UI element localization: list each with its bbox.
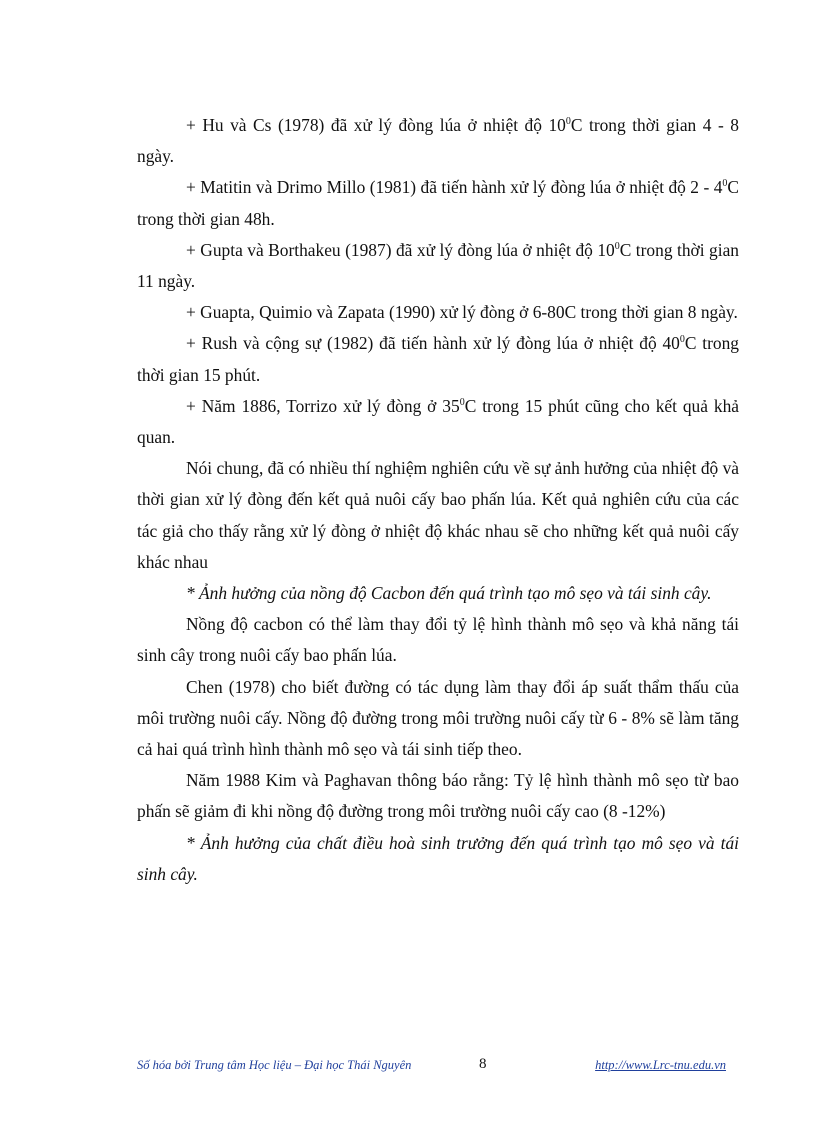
degree-superscript: 0	[679, 334, 685, 346]
degree-superscript: 0	[459, 396, 465, 408]
paragraph-text: C trong thời gian 48h.	[137, 177, 739, 229]
paragraph-text: + Matitin và Drimo Millo (1981) đã tiến hành xử lý đòng lúa ở nhiệt độ 2 - 4	[186, 177, 723, 198]
footer-url-link[interactable]: http://www.Lrc-tnu.edu.vn	[595, 1058, 726, 1072]
degree-superscript: 0	[565, 116, 571, 127]
body-paragraph	[137, 110, 739, 172]
paragraph-text: + Guapta, Quimio và Zapata (1990) xử lý đòng ở 6-80C trong thời gian 8 ngày.	[186, 302, 738, 323]
body-paragraph	[137, 235, 739, 297]
paragraph-text: * Ảnh hưởng của chất điều hoà sinh trưởng đến quá trình tạo mô sẹo và tái sinh cây.	[137, 832, 739, 884]
paragraph-text: C trong thời gian 4 - 8 ngày.	[137, 115, 739, 167]
paragraph-text: C trong thời gian 11 ngày.	[137, 239, 739, 292]
page-footer	[137, 1058, 739, 1078]
document-body	[137, 110, 739, 890]
body-paragraph	[137, 297, 739, 328]
paragraph-text: C trong thời gian 15 phút.	[137, 333, 739, 385]
paragraph-text: Nồng độ cacbon có thể làm thay đổi tỷ lệ hình thành mô sẹo và khả năng tái sinh cây trong nuôi cấy bao phấn lúa.	[137, 614, 739, 666]
paragraph-text: + Gupta và Borthakeu (1987) đã xử lý đòng lúa ở nhiệt độ 10	[186, 239, 615, 260]
footer-source-text: Số hóa bởi Trung tâm Học liệu – Đại học Thái Nguyên	[137, 1058, 412, 1072]
paragraph-text: + Năm 1886, Torrizo xử lý đòng ở 35	[186, 395, 460, 416]
body-paragraph	[137, 328, 739, 390]
paragraph-text: Chen (1978) cho biết đường có tác dụng làm thay đổi áp suất thẩm thấu của môi trường nuôi cấy. Nồng độ đường trong môi trường nuôi cấy từ 6 - 8% sẽ làm tăng cả hai quá trình hình thành mô sẹo và tái sinh tiếp theo.	[137, 676, 739, 760]
degree-superscript: 0	[614, 240, 620, 252]
paragraph-text: + Rush và cộng sự (1982) đã tiến hành xử lý đòng lúa ở nhiệt độ 40	[186, 333, 680, 354]
degree-superscript: 0	[722, 178, 728, 190]
paragraph-text: C trong 15 phút cũng cho kết quả khả quan.	[137, 395, 739, 448]
paragraph-text: * Ảnh hưởng của nồng độ Cacbon đến quá trình tạo mô sẹo và tái sinh cây.	[186, 583, 712, 604]
paragraph-text: Nói chung, đã có nhiều thí nghiệm nghiên cứu về sự ảnh hưởng của nhiệt độ và thời gian xử lý đòng đến kết quả nuôi cấy bao phấn lúa. Kết quả nghiên cứu của các tác giả cho thấy rằng xử lý đòng ở nhiệt độ khác nhau sẽ cho những kết quả nuôi cấy khác nhau	[137, 458, 739, 572]
page-number: 8	[479, 1056, 487, 1072]
body-paragraph	[137, 609, 739, 671]
paragraph-text: Năm 1988 Kim và Paghavan thông báo rằng: Tỷ lệ hình thành mô sẹo từ bao phấn sẽ giảm đi khi nồng độ đường trong môi trường nuôi cấy cao (8 -12%)	[137, 770, 739, 822]
body-paragraph	[137, 172, 739, 234]
paragraph-text: + Hu và Cs (1978) đã xử lý đòng lúa ở nhiệt độ 10	[186, 115, 566, 135]
body-paragraph	[137, 453, 739, 578]
section-heading	[137, 578, 739, 609]
body-paragraph	[137, 391, 739, 453]
section-heading	[137, 828, 739, 890]
body-paragraph	[137, 765, 739, 827]
body-paragraph	[137, 672, 739, 766]
